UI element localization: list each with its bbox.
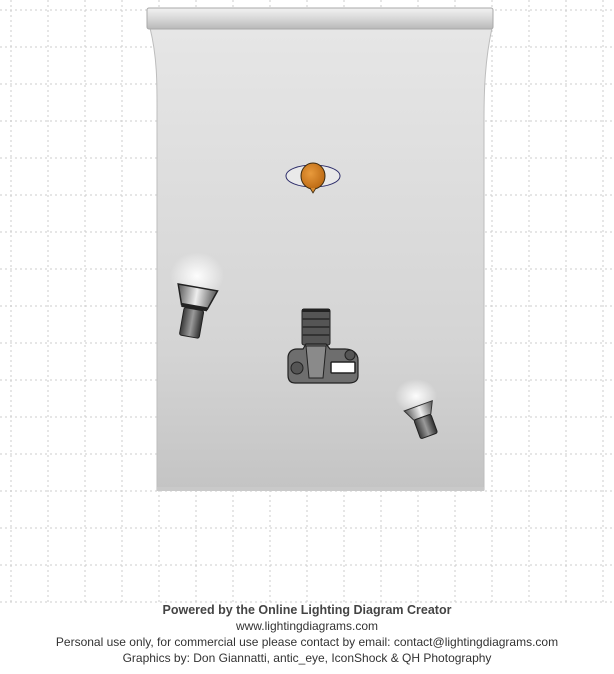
top-lcd [331,362,355,373]
prism [306,346,326,378]
credits-text: Graphics by: Don Giannatti, antic_eye, IconShock & QH Photography [122,651,492,665]
shutter-dial [345,350,355,360]
license-text: Personal use only, for commercial use please contact by email: contact@lightingdiagrams.com [55,635,559,649]
paper-backdrop[interactable] [147,8,493,491]
footer [0,602,614,666]
model-head [301,163,325,189]
strobe-body [179,307,204,338]
website-link[interactable]: www.lightingdiagrams.com [235,619,379,633]
backdrop-roll [147,8,493,29]
powered-by-text: Powered by the Online Lighting Diagram Creator [162,603,452,617]
mode-dial [291,362,303,374]
